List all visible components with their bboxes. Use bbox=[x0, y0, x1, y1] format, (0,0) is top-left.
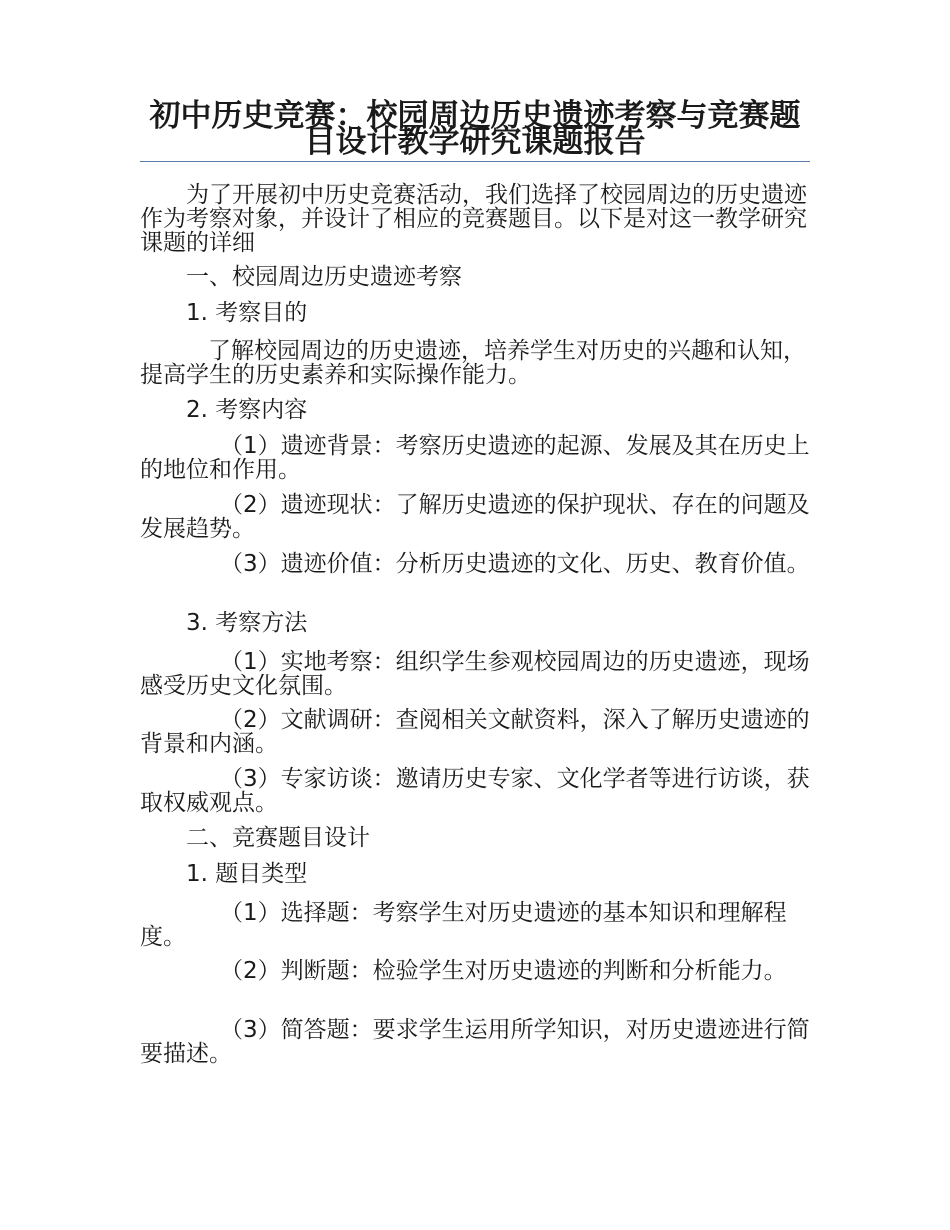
subheading-survey-method: 3. 考察方法 bbox=[186, 610, 308, 636]
subheading-survey-purpose: 1. 考察目的 bbox=[186, 300, 308, 326]
subheading-question-types: 1. 题目类型 bbox=[186, 861, 308, 887]
section-heading-survey: 一、校园周边历史遗迹考察 bbox=[186, 264, 462, 290]
survey-content-item-1: （1）遗迹背景：考察历史遗迹的起源、发展及其在历史上的地位和作用。 bbox=[140, 433, 810, 483]
survey-content-item-2: （2）遗迹现状：了解历史遗迹的保护现状、存在的问题及发展趋势。 bbox=[140, 492, 810, 542]
survey-method-item-1: （1）实地考察：组织学生参观校园周边的历史遗迹，现场感受历史文化氛围。 bbox=[140, 649, 810, 699]
survey-purpose-text: 了解校园周边的历史遗迹，培养学生对历史的兴趣和认知，提高学生的历史素养和实际操作能力。 bbox=[140, 338, 806, 388]
question-type-item-1: （1）选择题：考察学生对历史遗迹的基本知识和理解程度。 bbox=[140, 900, 787, 950]
subheading-survey-content: 2. 考察内容 bbox=[186, 397, 308, 423]
survey-method-item-3: （3）专家访谈：邀请历史专家、文化学者等进行访谈，获取权威观点。 bbox=[140, 766, 810, 816]
title-underline bbox=[140, 161, 810, 162]
question-type-item-2: （2）判断题：检验学生对历史遗迹的判断和分析能力。 bbox=[220, 958, 787, 984]
question-type-item-3: （3）简答题：要求学生运用所学知识，对历史遗迹进行简要描述。 bbox=[140, 1017, 810, 1067]
survey-content-item-3: （3）遗迹价值：分析历史遗迹的文化、历史、教育价值。 bbox=[220, 551, 810, 577]
page-title: 初中历史竞赛：校园周边历史遗迹考察与竞赛题目设计教学研究课题报告 bbox=[149, 98, 801, 160]
intro-paragraph: 为了开展初中历史竞赛活动，我们选择了校园周边的历史遗迹作为考察对象，并设计了相应的竞赛题目。以下是对这一教学研究课题的详细 bbox=[140, 182, 807, 256]
section-heading-questions: 二、竞赛题目设计 bbox=[186, 825, 370, 851]
survey-method-item-2: （2）文献调研：查阅相关文献资料，深入了解历史遗迹的背景和内涵。 bbox=[140, 707, 810, 757]
